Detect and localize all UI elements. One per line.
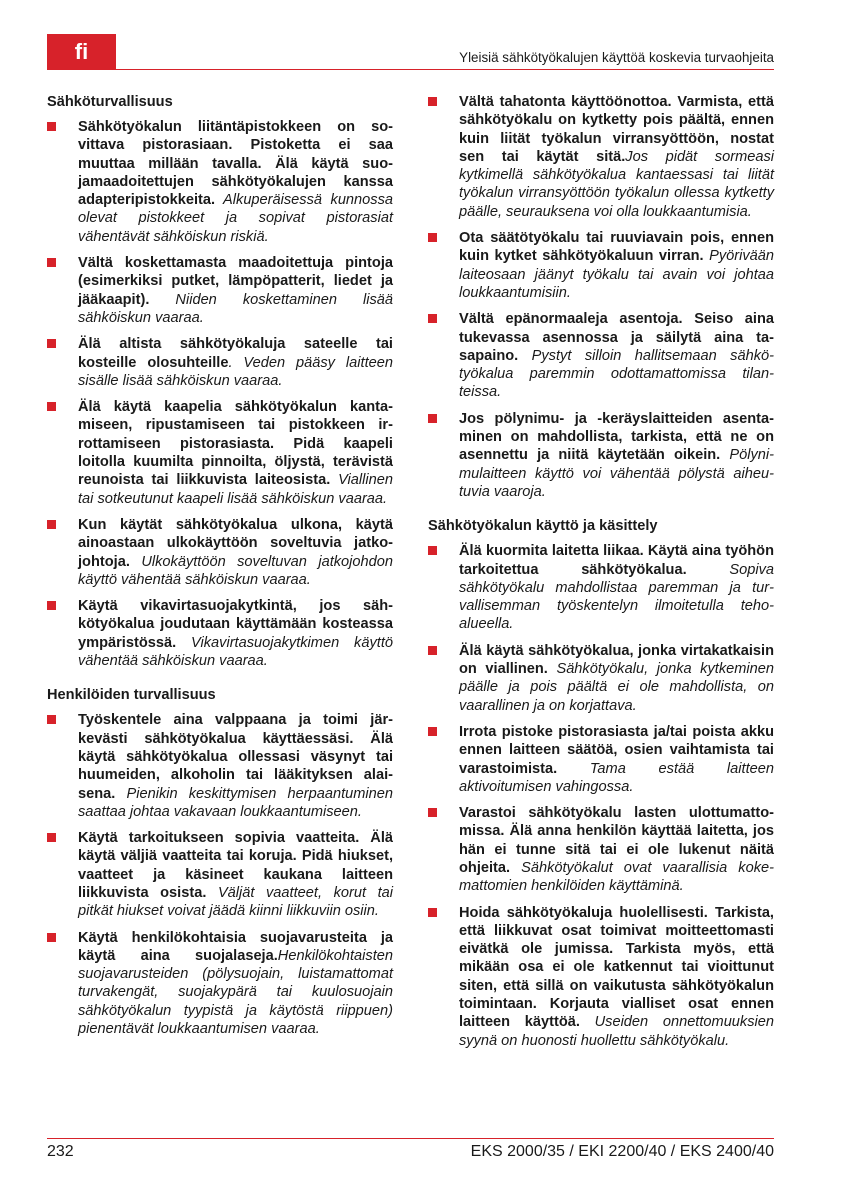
red-square-bullet-icon (428, 314, 437, 323)
language-tab: fi (47, 34, 116, 70)
instruction-text: Älä altista sähkötyökaluja sateelle tai kosteille olosuhteille (78, 336, 393, 371)
instruction-explanation: Sähkötyökalu, jonka kytkeminen päälle ja pois päältä ei ole mahdollista, on vaarallinen ja on korjattava. (459, 661, 774, 714)
instruction-explanation: Tama estää laitteen aktivoitumisen vahingossa. (459, 760, 774, 795)
red-square-bullet-icon (428, 233, 437, 242)
instruction-explanation: Alkuperäisessä kunnossa olevat pistokkeet ja sopivat pistorasiat vähentävät sähköiskun riskiä. (78, 192, 393, 245)
red-square-bullet-icon (428, 97, 437, 106)
instruction-text: Työskentele aina valppaana ja toimi järkevästi sähkötyökalua käyttäessäsi. Älä käytä sähkötyökalua ollessasi väsynyt tai huumeiden, alkoholin tai lääkityksen alaisena. (78, 712, 393, 802)
safety-instruction (47, 118, 393, 246)
instruction-text: Käytä tarkoitukseen sopivia vaatteita. Älä käytä väljiä vaatteita tai koruja. Pidä hiukset, vaatteet ja käsineet kaukana laitteen liikkuvista osista. (78, 830, 393, 901)
instruction-text: Älä kuormita laitetta liikaa. Käytä aina työhön tarkoitettua sähkötyökalua. (459, 543, 774, 578)
safety-instruction (428, 642, 774, 715)
red-square-bullet-icon (47, 122, 56, 131)
instruction-text: Irrota pistoke pistorasiasta ja/tai poista akku ennen laitteen säätöä, osien vaihtamista tai varastoimista. (459, 723, 774, 777)
header-divider (47, 69, 774, 70)
instruction-text: Varastoi sähkötyökalu lasten ulottumattomissa. Älä anna henkilön käyttää laitetta, jos hän ei tunne sitä tai ei ole lukenut näitä ohjeita. (459, 805, 774, 876)
section-gap (428, 509, 774, 517)
safety-instruction (47, 597, 393, 670)
model-info: EKS 2000/35 / EKI 2200/40 / EKS 2400/40 (470, 1143, 774, 1160)
red-square-bullet-icon (47, 933, 56, 942)
instruction-text: Älä käytä kaapelia sähkötyökalun kantamiseen, ripustamiseen tai pistokkeen irrottamiseen pistorasiasta. Pidä kaapeli loitolla kuumilta pinnoilta, öljystä, terävistä reunoista tai liikkuvista laiteosista. (78, 399, 393, 489)
red-square-bullet-icon (47, 833, 56, 842)
instruction-explanation: Ulkokäyttöön soveltuvan jatkojohdon käyttö vähentää sähköiskun vaaraa. (78, 553, 393, 588)
instruction-explanation: Useiden onnettomuuksien syynä on huonosti huollettu sähkötyökalu. (459, 1014, 774, 1049)
instruction-explanation: . Veden pääsy laitteen sisälle lisää sähköiskun vaaraa. (78, 354, 393, 389)
instruction-text: Älä käytä sähkötyökalua, jonka virtakatkaisin on viallinen. (459, 642, 774, 678)
safety-instruction (47, 335, 393, 390)
instruction-text: Jos pölynimu- ja -keräyslaitteiden asentaminen on mahdollista, tarkista, että ne on asennettu ja niitä käytetään oikein. (459, 410, 774, 464)
red-square-bullet-icon (47, 402, 56, 411)
left-column (47, 93, 393, 1046)
section-gap (47, 678, 393, 686)
instruction-explanation: Sähkötyökalut ovat vaarallisia kokemattomien henkilöiden käyttäminä. (459, 859, 774, 895)
instruction-explanation: Pyörivään laiteosaan jäänyt työkalu tai avain voi johtaa loukkaantumisiin. (459, 248, 774, 301)
safety-instruction (47, 829, 393, 920)
safety-instruction (47, 516, 393, 589)
instruction-explanation: Väljät vaatteet, korut tai pitkät hiukset voivat jäädä kiinni liikkuviin osiin. (78, 884, 393, 920)
header-title: Yleisiä sähkötyökalujen käyttöä koskevia turvaohjeita (459, 50, 774, 65)
safety-instruction (428, 804, 774, 895)
instruction-text: Hoida sähkötyökaluja huolellisesti. Tarkista, että liikkuvat osat toimivat moitteettomasti eivätkä ole jumissa. Tarkista myös, että mikään osa ei ole katkennut tai vioittunut siten, että sillä on vaikutusta sähkötyökalun toimintaan. Korjauta vialliset osat ennen laitteen käyttöä. (459, 904, 774, 1031)
red-square-bullet-icon (428, 727, 437, 736)
page-number: 232 (47, 1143, 74, 1160)
footer-divider (47, 1138, 774, 1139)
instruction-text: Ota säätötyökalu tai ruuviavain pois, ennen kuin kytket sähkötyökaluun virran. (459, 230, 774, 265)
instruction-text: Vältä epänormaaleja asentoja. Seiso aina tukevassa asennossa ja säilytä aina tasapaino. (459, 311, 774, 364)
red-square-bullet-icon (47, 339, 56, 348)
safety-instruction (428, 904, 774, 1050)
red-square-bullet-icon (47, 520, 56, 529)
instruction-text: Kun käytät sähkötyökalua ulkona, käytä ainoastaan ulkokäyttöön soveltuvia jatkojohtoja. (78, 516, 393, 570)
red-square-bullet-icon (47, 715, 56, 724)
safety-instruction (428, 723, 774, 796)
safety-instruction (47, 398, 393, 508)
instruction-explanation: Viallinen tai sotkeutunut kaapeli lisää sähköiskun vaaraa. (78, 472, 393, 507)
safety-instruction (47, 254, 393, 327)
instruction-explanation: Pystyt silloin hallitsemaan sähkötyökalua paremmin odottamattomissa tilanteissa. (459, 347, 774, 401)
instruction-explanation: Jos pidät sormeasi kytkimellä sähkötyökalua kantaessasi tai liität työkalun virransyöttöön työkalun ollessa kytketty päälle, seurauksena voi olla loukkaantumisia. (459, 148, 775, 220)
instruction-text: Sähkötyökalun liitäntäpistokkeen on sovittava pistorasiaan. Pistoketta ei saa muuttaa millään tavalla. Älä käytä suojamaadoitettujen sähkötyökalujen kanssa adapteripistokkeita. (78, 119, 393, 209)
instruction-explanation: Niiden koskettaminen lisää sähköiskun vaaraa. (78, 291, 393, 326)
instruction-text: Vältä koskettamasta maadoitettuja pintoja (esimerkiksi putket, lämpöpatterit, liedet ja jääkaapit). (78, 255, 393, 308)
safety-instruction (428, 410, 774, 501)
safety-instruction (47, 929, 393, 1039)
safety-instruction (428, 229, 774, 302)
section-heading: Sähköturvallisuus (47, 94, 173, 110)
right-column (428, 93, 774, 1058)
instruction-text: Vältä tahatonta käyttöönottoa. Varmista, että sähkötyökalu on kytketty pois päältä, ennen kuin liität työkalun virransyöttöön, nostat sen tai käytät sitä. (459, 94, 774, 165)
safety-instruction (428, 93, 774, 221)
red-square-bullet-icon (47, 258, 56, 267)
red-square-bullet-icon (428, 908, 437, 917)
safety-instruction (47, 711, 393, 821)
instruction-explanation: Henkilökohtaisten suojavarusteiden (pölysuojain, luistamattomat turvakengät, suojakypärä tai kuulosuojain sähkötyökalun tyypistä ja käytöstä riippuen) pienentävät loukkaantumisen vaaraa. (78, 947, 393, 1038)
red-square-bullet-icon (428, 414, 437, 423)
section-heading: Henkilöiden turvallisuus (47, 687, 216, 704)
instruction-text: Käytä vikavirtasuojakytkintä, jos sähkötyökalua joudutaan käyttämään kosteassa ympäristössä. (78, 598, 393, 651)
red-square-bullet-icon (428, 808, 437, 817)
safety-instruction (428, 542, 774, 633)
section-heading: Sähkötyökalun käyttö ja käsittely (428, 518, 658, 535)
instruction-explanation: Pienikin keskittymisen herpaantuminen saattaa johtaa vakavaan loukkaantumiseen. (78, 785, 393, 820)
instruction-explanation: Sopiva sähkötyökalu mahdollistaa paremman ja turvallisemman työskentelyn ilmoitetulla tehoalueella. (459, 561, 774, 633)
instruction-text: Käytä henkilökohtaisia suojavarusteita ja käytä aina suojalaseja. (78, 929, 393, 964)
red-square-bullet-icon (428, 546, 437, 555)
red-square-bullet-icon (47, 601, 56, 610)
instruction-explanation: Pölynimulaitteen käyttö voi vähentää pölystä aiheutuvia vaaroja. (459, 447, 774, 500)
safety-instruction (428, 310, 774, 401)
red-square-bullet-icon (428, 646, 437, 655)
instruction-explanation: Vikavirtasuojakytkimen käyttö vähentää sähköiskun vaaraa. (78, 634, 393, 670)
